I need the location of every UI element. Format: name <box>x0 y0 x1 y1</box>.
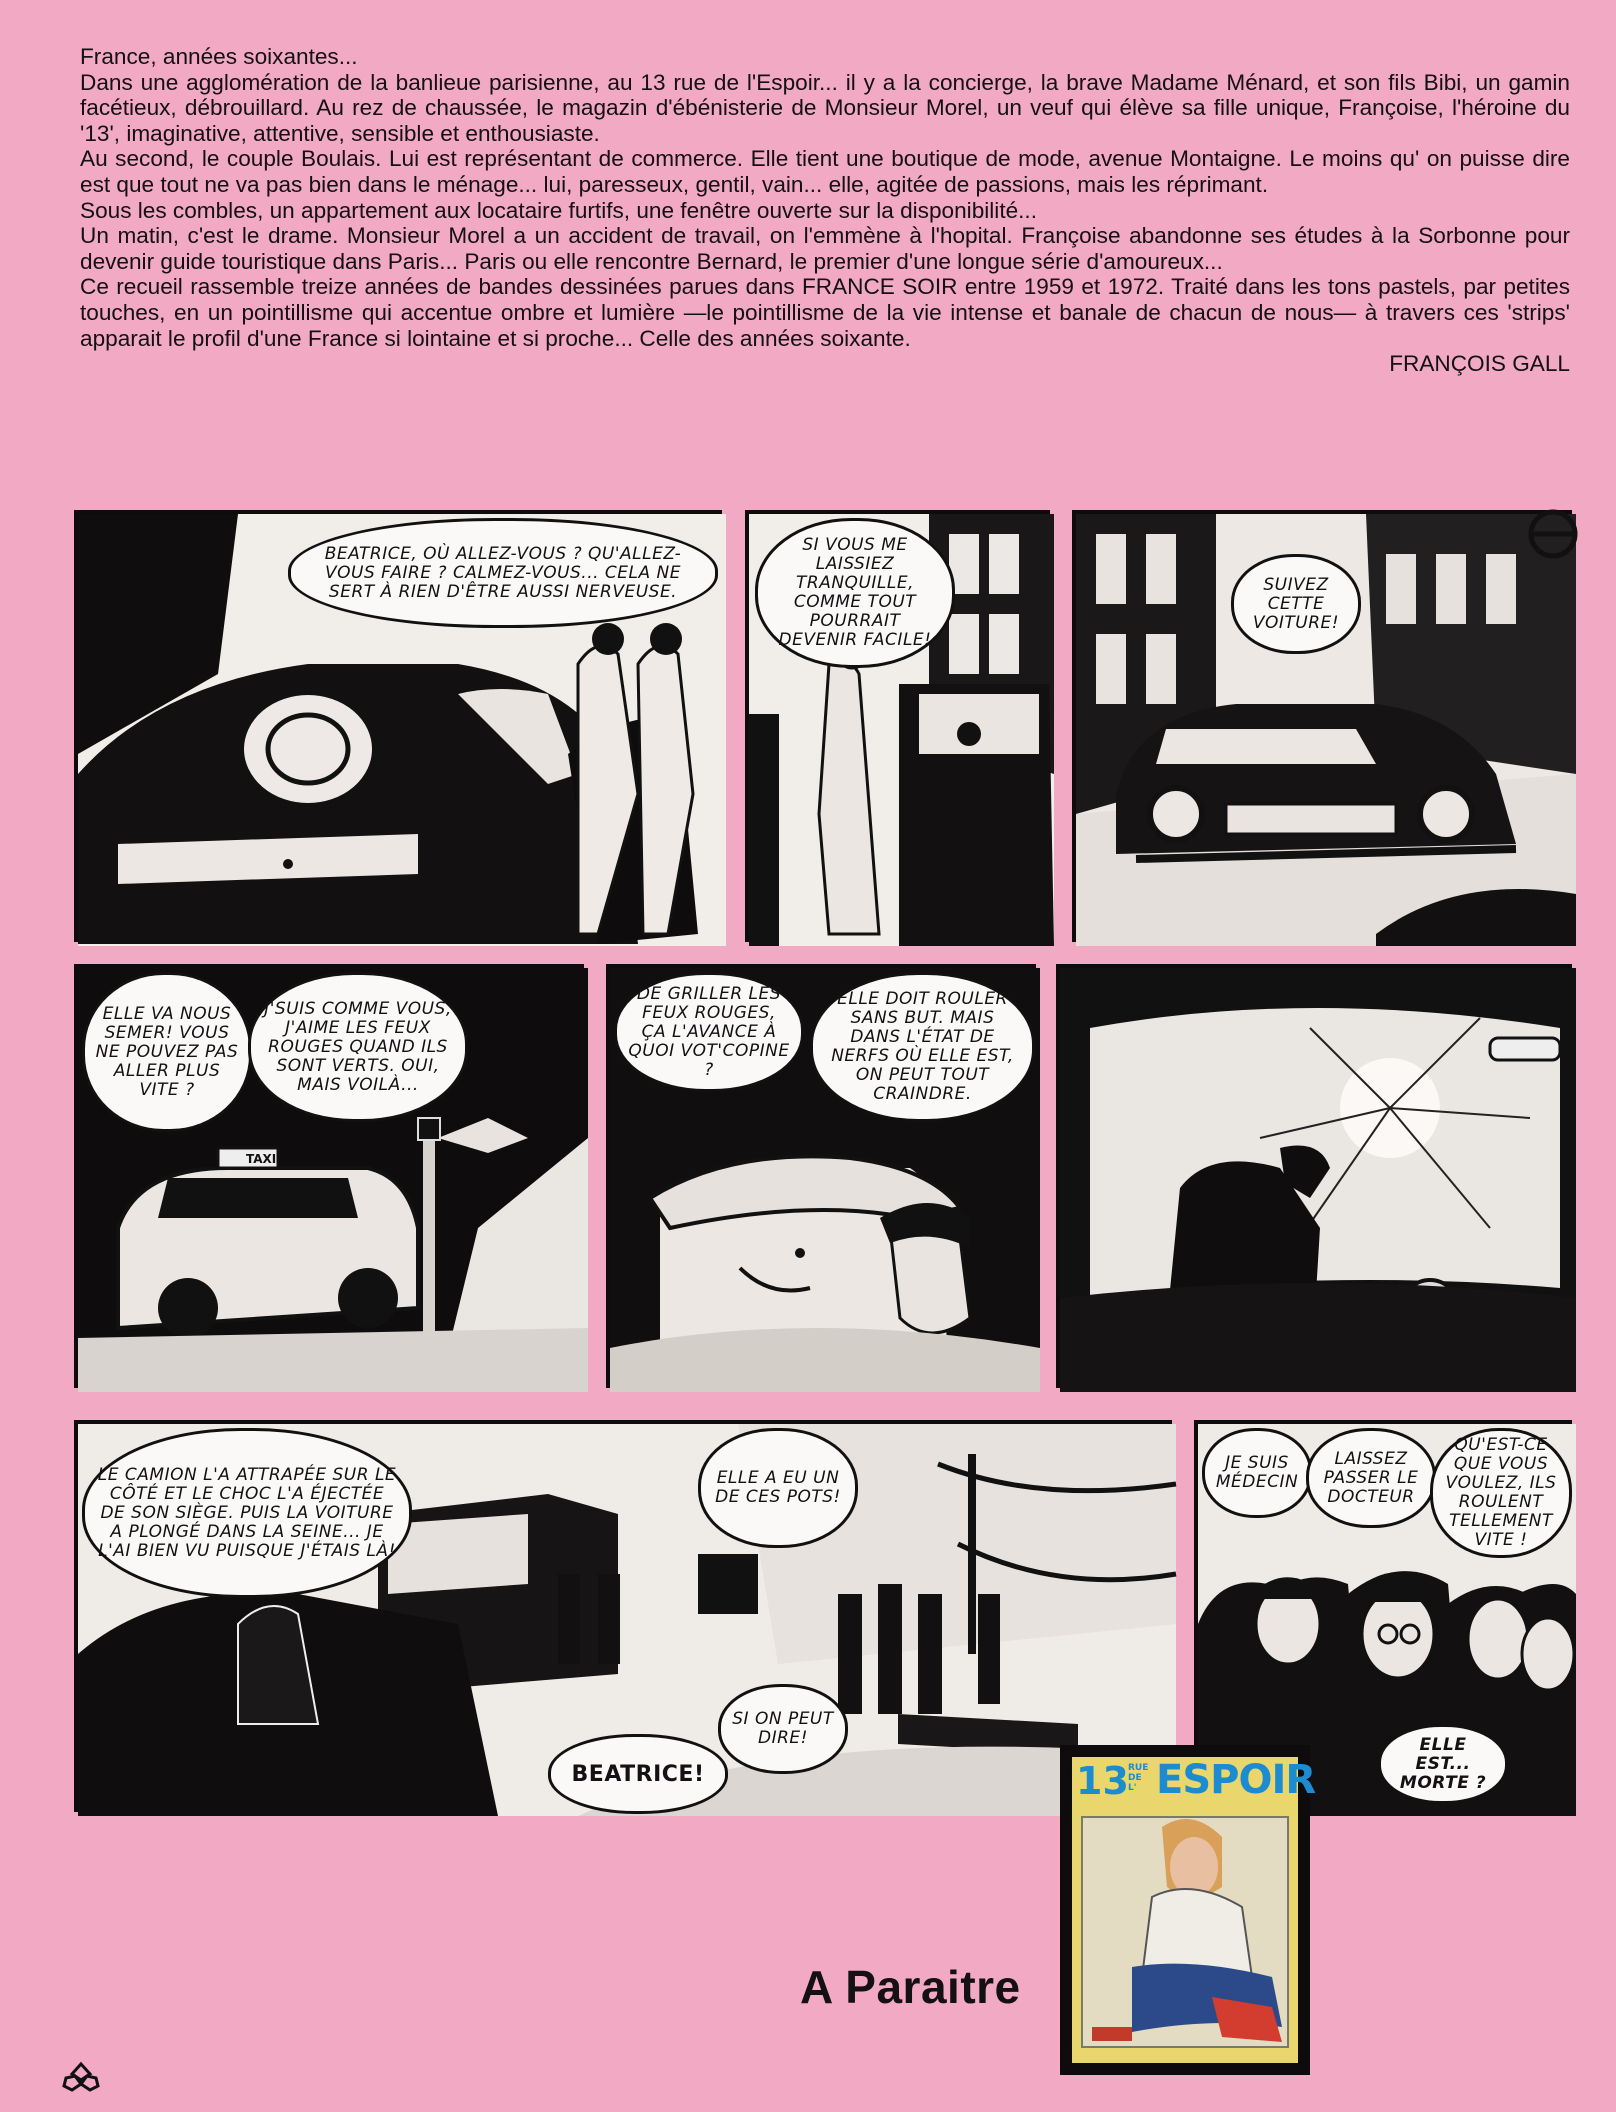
speech-bubble <box>755 518 955 668</box>
intro-paragraph: Sous les combles, un appartement aux locataire furtifs, une fenêtre ouverte sur la disponibilité... <box>80 197 1037 223</box>
speech-bubble <box>248 972 468 1122</box>
speech-text: SUIVEZ CETTE VOITURE! <box>1252 574 1340 633</box>
comic-panel-3 <box>1072 510 1572 942</box>
intro-paragraph: Au second, le couple Boulais. Lui est représentant de commerce. Elle tient une boutique de mode, avenue Montaigne. Le moins qu' on puisse dire est que tout ne va pas bien dans le ménage... lui, paresseux, gentil, vain... elle, agitée de passions, mais les réprimant. <box>80 146 1570 197</box>
speech-text: JE SUIS MÉDECIN <box>1215 1453 1299 1492</box>
speech-bubble <box>614 972 804 1092</box>
panel-6-art <box>1060 968 1576 1392</box>
speech-text: BEATRICE! <box>571 1761 705 1787</box>
author-signature: FRANÇOIS GALL <box>1389 351 1570 377</box>
book-subtitle: RUE DE L' <box>1128 1763 1149 1793</box>
book-illustration <box>1072 1757 1298 2063</box>
speech-text: SI ON PEUT DIRE! <box>732 1709 834 1748</box>
speech-text: DE GRILLER LES FEUX ROUGES, ÇA L'AVANCE À QUOI VOT'COPINE ? <box>628 983 790 1080</box>
speech-bubble <box>698 1428 858 1548</box>
speech-text: QU'EST-CE QUE VOUS VOULEZ, ILS ROULENT TELLEMENT VITE ! <box>1445 1435 1557 1550</box>
speech-bubble <box>82 972 252 1132</box>
comic-panel-7 <box>74 1420 1172 1812</box>
intro-text <box>80 44 1570 377</box>
speech-text: LE CAMION L'A ATTRAPÉE SUR LE CÔTÉ ET LE CHOC L'A ÉJECTÉE DE SON SIÈGE. PUIS LA VOITURE A PLONGÉ DANS LA SEINE... JE L'AI BIEN VU PUISQUE J'ÉTAIS LÀ! <box>97 1464 397 1561</box>
publisher-logo-icon <box>60 2060 102 2096</box>
intro-paragraph: France, années soixantes... <box>80 44 358 69</box>
comic-panel-1 <box>74 510 722 942</box>
speech-text: ELLE EST... MORTE ? <box>1399 1734 1487 1793</box>
speech-bubble <box>810 972 1035 1122</box>
speech-bubble <box>1306 1428 1436 1528</box>
book-cover-art <box>1072 1757 1316 2063</box>
speech-text: ELLE A EU UN DE CES POTS! <box>715 1468 841 1507</box>
intro-paragraph: Ce recueil rassemble treize années de bandes dessinées parues dans FRANCE SOIR entre 1959 et 1972. Traité dans les tons pastels, par petites touches, en un pointillisme qui accentue ombre et lumière —le pointillisme de la vie intense et banale de chacun de nous— à travers ces 'strips' apparait le profil d'une France si lointaine et si proche... Celle des années soixante. <box>80 274 1570 351</box>
speech-text: ELLE DOIT ROULER SANS BUT. MAIS DANS L'ÉTAT DE NERFS OÙ ELLE EST, ON PEUT TOUT CRAINDRE. <box>831 989 1014 1104</box>
comic-panel-2 <box>745 510 1050 942</box>
comic-panel-4 <box>74 964 584 1388</box>
speech-text: BEATRICE, OÙ ALLEZ-VOUS ? QU'ALLEZ-VOUS FAIRE ? CALMEZ-VOUS... CELA NE SERT À RIEN D'ÊTRE AUSSI NERVEUSE. <box>324 543 682 602</box>
speech-bubble <box>288 518 718 628</box>
speech-text: LAISSEZ PASSER LE DOCTEUR <box>1323 1448 1419 1507</box>
speech-text: ELLE VA NOUS SEMER! VOUS NE POUVEZ PAS ALLER PLUS VITE ? <box>95 1003 239 1100</box>
speech-bubble <box>718 1684 848 1774</box>
speech-bubble <box>82 1428 412 1598</box>
speech-bubble <box>1378 1724 1508 1804</box>
speech-text: SI VOUS ME LAISSIEZ TRANQUILLE, COMME TOUT POURRAIT DEVENIR FACILE! <box>778 535 932 650</box>
comic-panel-5 <box>606 964 1036 1388</box>
book-number: 13 <box>1076 1759 1129 1803</box>
intro-paragraph: Un matin, c'est le drame. Monsieur Morel a un accident de travail, on l'emmène à l'hopital. Françoise abandonne ses études à la Sorbonne pour devenir guide touristique dans Paris... Paris ou elle rencontre Bernard, le premier d'une longue série d'amoureux... <box>80 223 1570 274</box>
speech-text: J'SUIS COMME VOUS, J'AIME LES FEUX ROUGES QUAND ILS SONT VERTS. OUI, MAIS VOILÀ... <box>264 998 452 1095</box>
speech-bubble <box>548 1734 728 1814</box>
book-title: ESPOIR <box>1156 1757 1316 1803</box>
book-cover <box>1060 1745 1316 2075</box>
speech-bubble <box>1231 554 1361 654</box>
coming-soon-caption: A Paraitre <box>800 1961 1021 2013</box>
speech-bubble <box>1430 1428 1572 1558</box>
speech-bubble <box>1202 1428 1312 1518</box>
taxi-sign: TAXI <box>246 1152 277 1166</box>
intro-paragraph: Dans une agglomération de la banlieue parisienne, au 13 rue de l'Espoir... il y a la concierge, la brave Madame Ménard, et son fils Bibi, un gamin facétieux, débrouillard. Au rez de chaussée, le magazin d'ébénisterie de Monsieur Morel, un veuf qui élève sa fille unique, Françoise, l'héroine du '13', imaginative, attentive, sensible et enthousiaste. <box>80 69 1570 146</box>
comic-panel-6 <box>1056 964 1572 1388</box>
